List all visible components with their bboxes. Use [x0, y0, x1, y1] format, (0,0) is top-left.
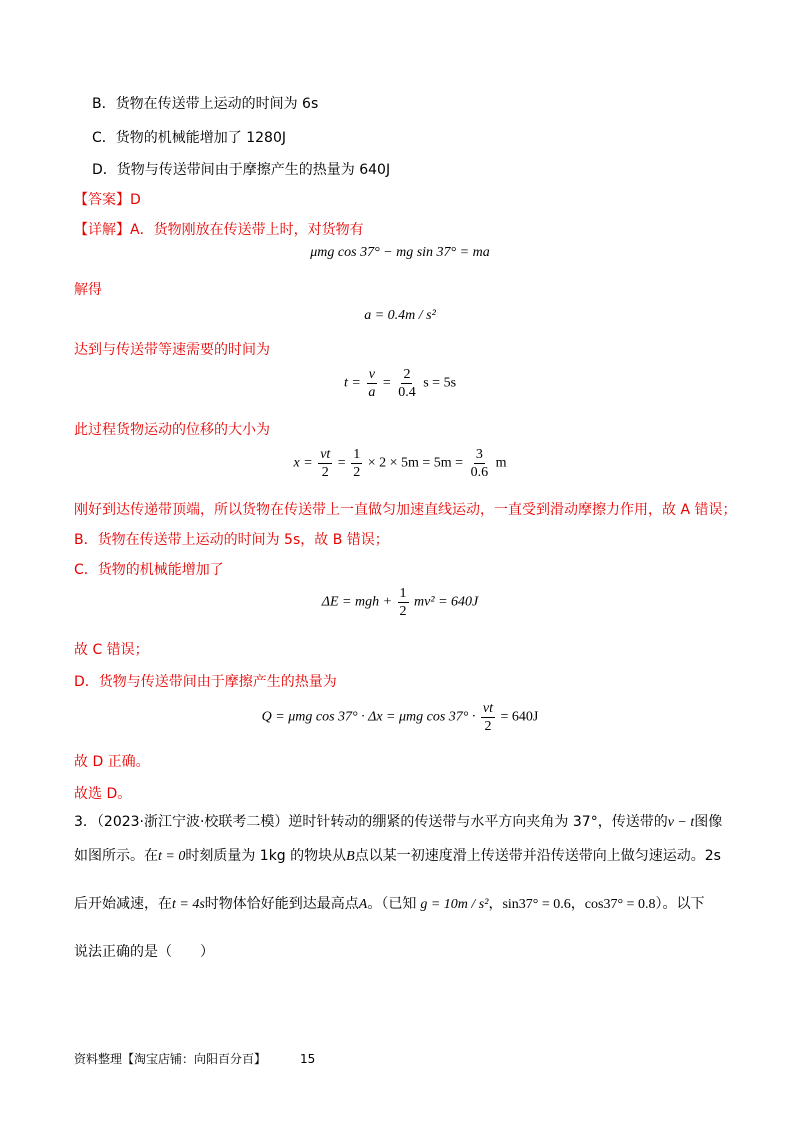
conclusion-b: B．货物在传送带上运动的时间为 5s，故 B 错误；	[74, 532, 389, 548]
conclusion-a: 刚好到达传递带顶端，所以货物在传送带上一直做匀加速直线运动，一直受到滑动摩擦力作用，故 A 错误；	[74, 502, 737, 518]
conclusion-d: 故 D 正确。	[74, 754, 150, 770]
equation-acceleration: a = 0.4m / s²	[364, 308, 436, 323]
analysis-d: D．货物与传送带间由于摩擦产生的热量为	[74, 674, 337, 690]
equation-time: t = $\frac{v}{a}$ = $\frac{2}{0.4}$ s = 5s	[343, 367, 457, 400]
displacement-intro: 此过程货物运动的位移的大小为	[74, 422, 270, 438]
detail-intro: 【详解】A．货物刚放在传送带上时，对货物有	[74, 222, 364, 238]
page-number: 15	[300, 1052, 316, 1066]
final-answer: 故选 D。	[74, 786, 132, 802]
question3-line1: 3．（2023·浙江宁波·校联考二模）逆时针转动的绷紧的传送带与水平方向夹角为 37°，传送带的v − t图像	[74, 814, 723, 830]
equation-energy: ΔE = mgh + $\frac{1}{2}$ mv² = 640J	[321, 586, 479, 619]
answer: 【答案】D	[74, 192, 141, 208]
equation-newton: μmg cos 37° − mg sin 37° = ma	[310, 245, 490, 260]
question3-line4: 说法正确的是（ ）	[74, 944, 214, 960]
time-intro: 达到与传送带等速需要的时间为	[74, 342, 270, 358]
option-c: C．货物的机械能增加了 1280J	[92, 130, 286, 146]
page-footer	[74, 1050, 315, 1067]
question3-line3: 后开始减速，在t = 4s时物体恰好能到达最高点A。（已知 g = 10m / s²，sin37° = 0.6，cos37° = 0.8）。以下	[74, 896, 705, 912]
footer-source: 资料整理【淘宝店铺：向阳百分百】	[74, 1052, 267, 1066]
question3-line2: 如图所示。在t = 0时刻质量为 1kg 的物块从B点以某一初速度滑上传送带并沿传送带向上做匀速运动。2s	[74, 848, 721, 864]
solve-label: 解得	[74, 282, 102, 298]
analysis-c: C．货物的机械能增加了	[74, 562, 224, 578]
conclusion-c: 故 C 错误；	[74, 642, 149, 658]
equation-displacement: x = $\frac{vt}{2}$ = $\frac{1}{2}$ × 2 × 5m = 5m = $\frac{3}{0.6}$ m	[293, 447, 507, 480]
option-d: D．货物与传送带间由于摩擦产生的热量为 640J	[92, 162, 391, 178]
equation-heat: Q = μmg cos 37° · Δx = μmg cos 37° · $\frac{vt}{2}$ = 640J	[261, 701, 539, 734]
option-b: B．货物在传送带上运动的时间为 6s	[92, 96, 319, 112]
